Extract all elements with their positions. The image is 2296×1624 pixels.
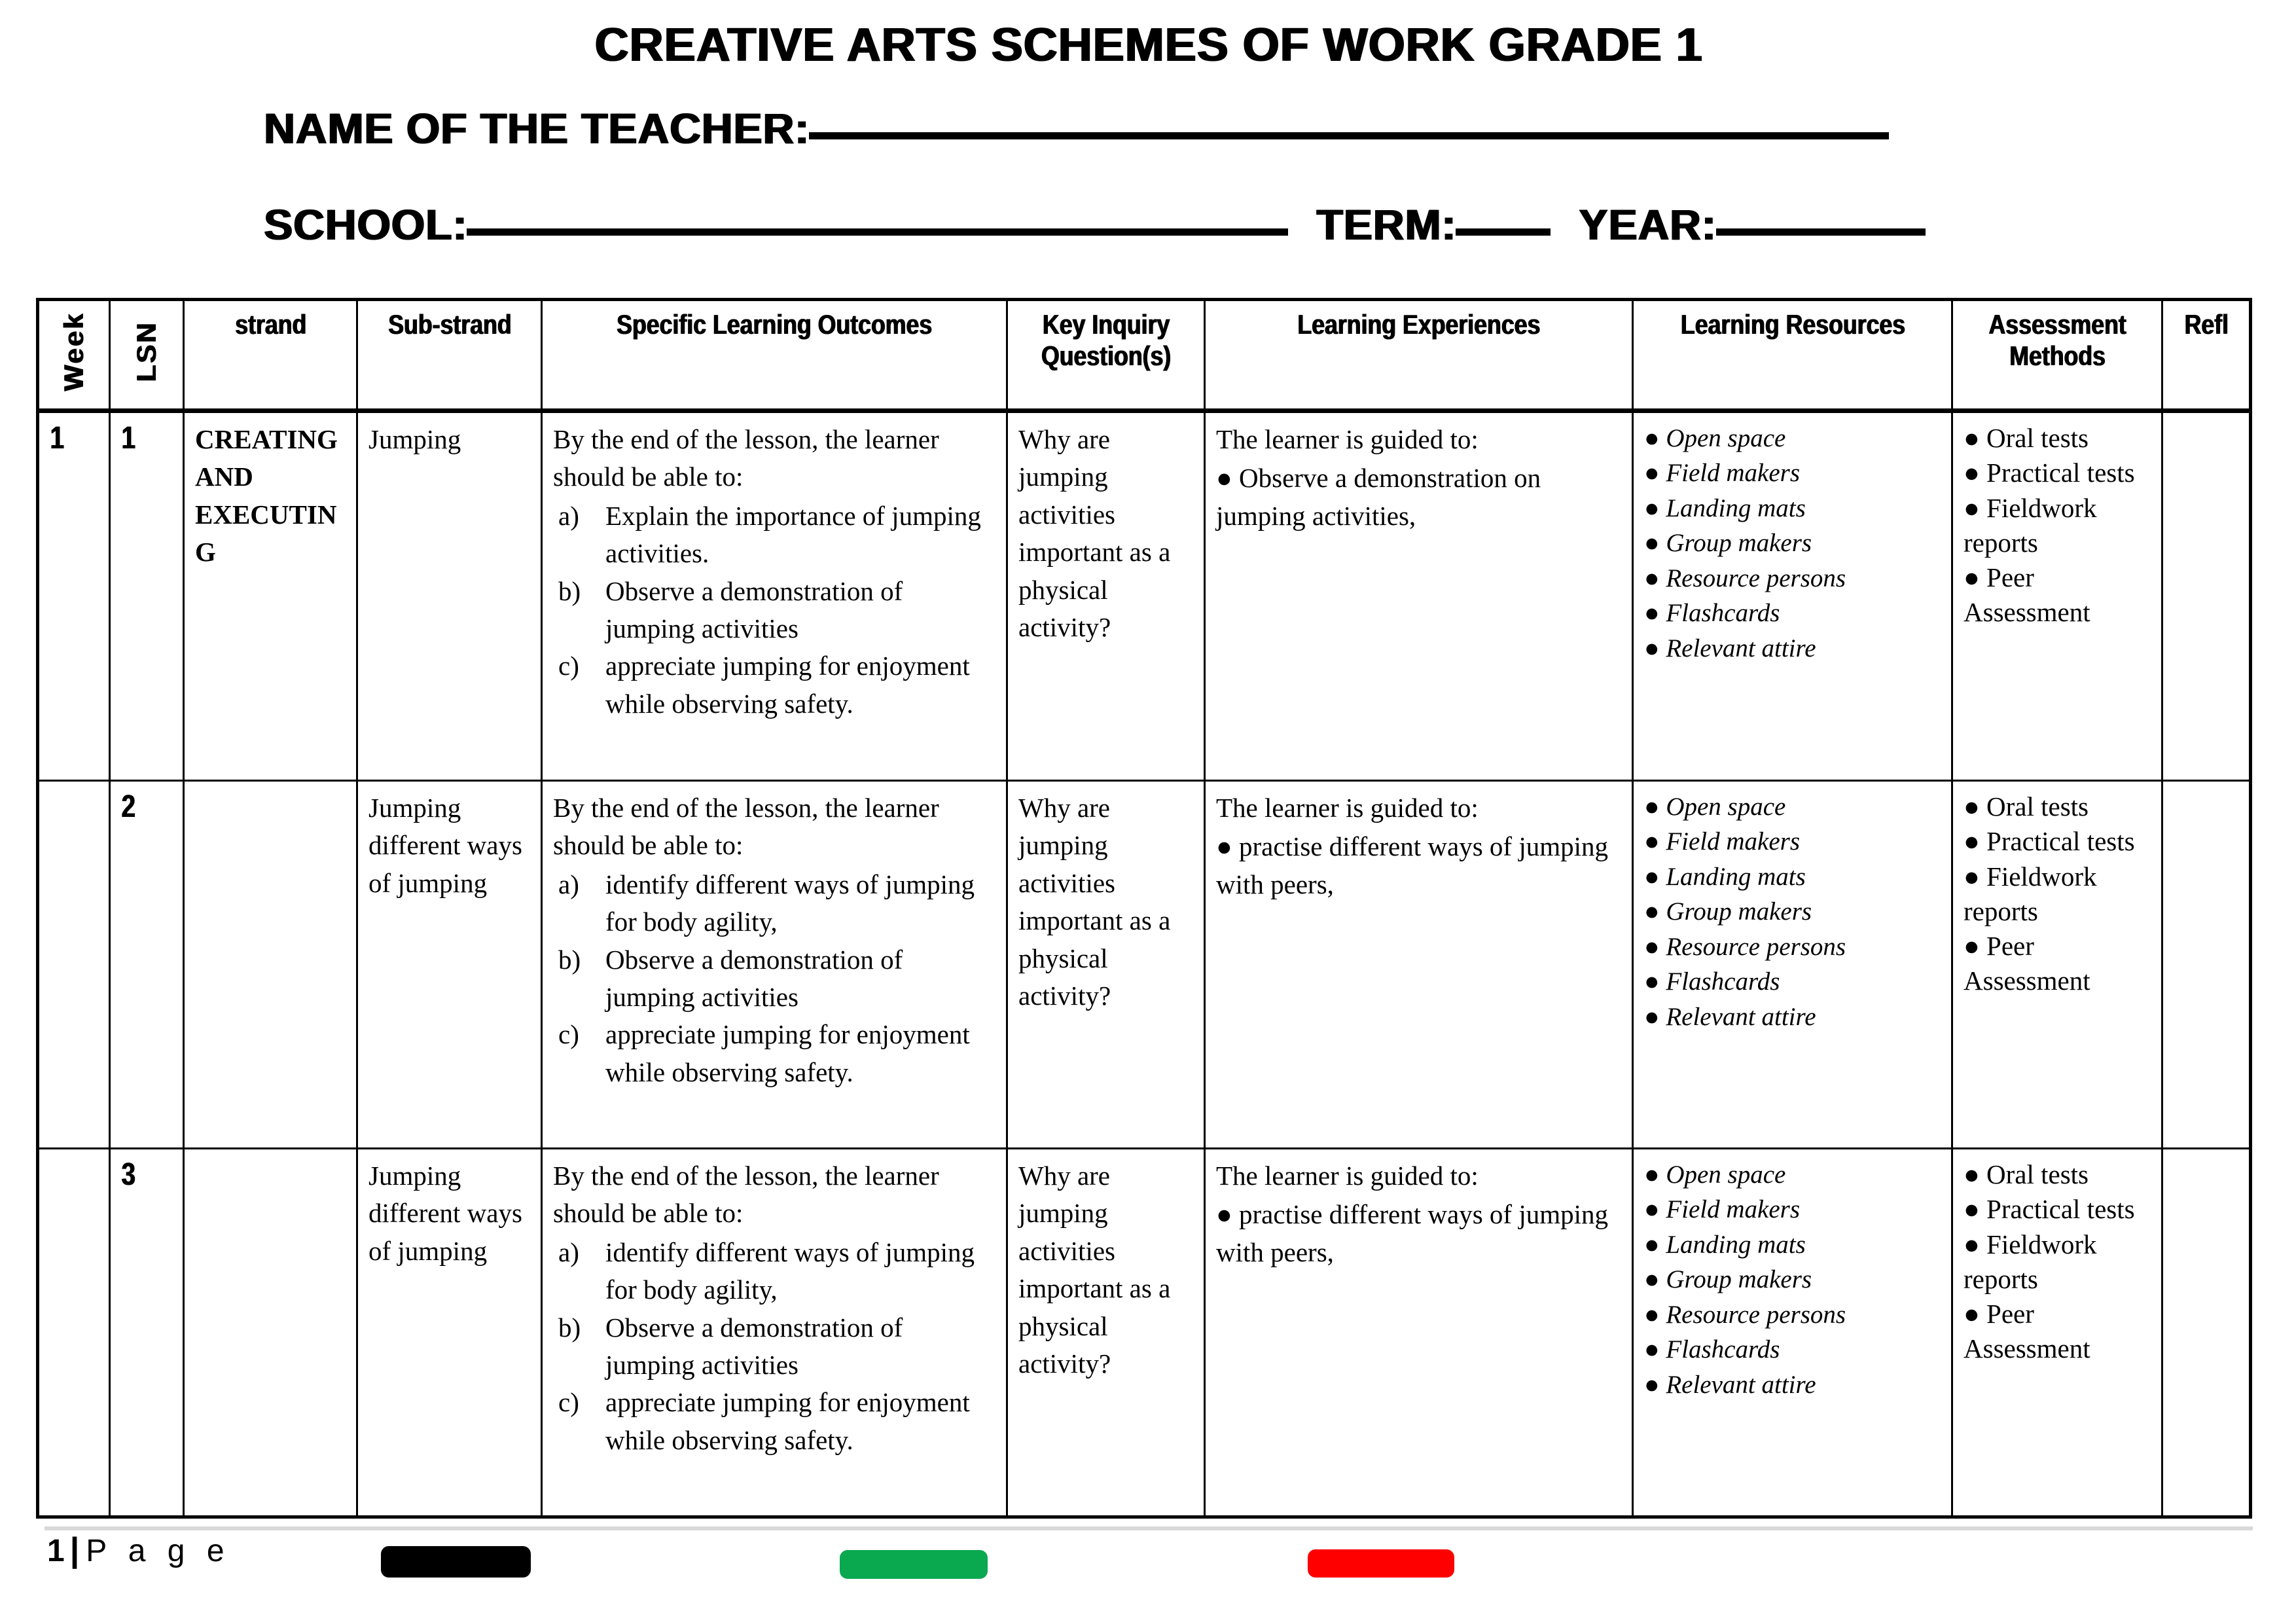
footer-page-word: P a g e xyxy=(86,1534,231,1568)
resource-item: ● Field makers xyxy=(1644,1192,1941,1227)
outcomes-list xyxy=(553,866,996,1091)
experiences-intro: The learner is guided to: xyxy=(1216,793,1479,823)
cell-lsn xyxy=(110,1149,184,1517)
table-row xyxy=(38,1149,2251,1517)
outcome-item: appreciate jumping for enjoyment while observing safety. xyxy=(605,1387,970,1455)
col-header-strand: strand xyxy=(184,300,357,411)
outcomes-list xyxy=(553,497,996,723)
outcomes-intro: By the end of the lesson, the learner should be able to: xyxy=(553,424,939,492)
experience-item: ● practise different ways of jumping with peers, xyxy=(1216,1196,1621,1271)
assessment-item: ● Fieldwork reports xyxy=(1964,859,2151,929)
resource-item: ● Field makers xyxy=(1644,824,1941,859)
cell-refl xyxy=(2162,1149,2251,1517)
page-title: CREATIVE ARTS SCHEMES OF WORK GRADE 1 xyxy=(594,19,1702,71)
cell-assessment xyxy=(1952,781,2162,1149)
assessment-item: ● Peer Assessment xyxy=(1964,560,2151,630)
scheme-of-work-table xyxy=(36,298,2252,1519)
cell-outcomes xyxy=(542,1149,1007,1517)
resource-item: ● Relevant attire xyxy=(1644,1367,1941,1402)
experience-item: ● practise different ways of jumping with peers, xyxy=(1216,828,1621,903)
outcomes-list xyxy=(553,1234,996,1459)
lesson-number: 1 xyxy=(121,421,135,456)
cell-sub-strand: Jumping different ways of jumping xyxy=(357,781,542,1149)
col-header-experiences: Learning Experiences xyxy=(1205,300,1633,411)
teacher-name-line xyxy=(263,103,1889,153)
cell-resources xyxy=(1633,781,1952,1149)
year-label: YEAR: xyxy=(1578,200,1716,249)
col-header-week: Week xyxy=(38,300,110,411)
cell-outcomes xyxy=(542,781,1007,1149)
teacher-name-blank xyxy=(809,132,1889,139)
resource-item: ● Resource persons xyxy=(1644,929,1941,964)
cell-refl xyxy=(2162,411,2251,781)
resource-item: ● Landing mats xyxy=(1644,1227,1941,1262)
outcomes-intro: By the end of the lesson, the learner should be able to: xyxy=(553,1161,939,1229)
cell-key-inquiry: Why are jumping activities important as a physical activity? xyxy=(1007,411,1205,781)
resource-item: ● Group makers xyxy=(1644,894,1941,929)
cell-outcomes xyxy=(542,411,1007,781)
outcome-item: appreciate jumping for enjoyment while observing safety. xyxy=(605,1019,970,1087)
cell-sub-strand: Jumping xyxy=(357,411,542,781)
footer-green-bar xyxy=(840,1550,988,1579)
cell-experiences xyxy=(1205,411,1633,781)
cell-week xyxy=(38,411,110,781)
resource-item: ● Field makers xyxy=(1644,456,1941,490)
assessment-item: ● Fieldwork reports xyxy=(1964,491,2151,561)
resource-item: ● Flashcards xyxy=(1644,596,1941,630)
resource-item: ● Open space xyxy=(1644,789,1941,824)
outcome-item: identify different ways of jumping for body agility, xyxy=(605,1236,975,1305)
col-header-resources: Learning Resources xyxy=(1633,300,1952,411)
col-header-key-inquiry: Key Inquiry Question(s) xyxy=(1007,300,1205,411)
col-header-assessment: Assessment Methods xyxy=(1952,300,2162,411)
table-row xyxy=(38,781,2251,1149)
assessment-item: ● Oral tests xyxy=(1964,789,2151,824)
table-row xyxy=(38,411,2251,781)
cell-resources xyxy=(1633,411,1952,781)
cell-lsn xyxy=(110,781,184,1149)
school-blank xyxy=(467,228,1288,236)
cell-sub-strand: Jumping different ways of jumping xyxy=(357,1149,542,1517)
outcome-item: Explain the importance of jumping activities. xyxy=(605,500,981,569)
footer-page-number: 1 xyxy=(47,1534,65,1568)
assessment-item: ● Oral tests xyxy=(1964,421,2151,456)
experiences-intro: The learner is guided to: xyxy=(1216,1161,1479,1191)
week-number: 1 xyxy=(50,421,64,456)
resource-item: ● Landing mats xyxy=(1644,859,1941,894)
resource-item: ● Flashcards xyxy=(1644,1332,1941,1367)
col-header-lsn: LSN xyxy=(110,300,184,411)
cell-week xyxy=(38,1149,110,1517)
cell-lsn xyxy=(110,411,184,781)
cell-week xyxy=(38,781,110,1149)
cell-experiences xyxy=(1205,781,1633,1149)
assessment-item: ● Oral tests xyxy=(1964,1157,2151,1192)
lesson-number: 2 xyxy=(121,789,135,824)
cell-assessment xyxy=(1952,411,2162,781)
experiences-intro: The learner is guided to: xyxy=(1216,424,1479,454)
cell-strand: CREATING AND EXECUTING xyxy=(184,411,357,781)
cell-experiences xyxy=(1205,1149,1633,1517)
cell-key-inquiry: Why are jumping activities important as a physical activity? xyxy=(1007,1149,1205,1517)
resource-item: ● Group makers xyxy=(1644,1262,1941,1297)
footer-red-bar xyxy=(1308,1549,1454,1578)
assessment-item: ● Peer Assessment xyxy=(1964,1297,2151,1367)
resource-item: ● Resource persons xyxy=(1644,1297,1941,1332)
cell-assessment xyxy=(1952,1149,2162,1517)
col-header-refl: Refl xyxy=(2162,300,2251,411)
cell-refl xyxy=(2162,781,2251,1149)
footer-black-bar xyxy=(381,1546,531,1578)
teacher-name-label: NAME OF THE TEACHER: xyxy=(263,104,809,153)
assessment-item: ● Practical tests xyxy=(1964,824,2151,859)
cell-key-inquiry: Why are jumping activities important as a physical activity? xyxy=(1007,781,1205,1149)
school-term-year-line xyxy=(263,200,1926,249)
footer-divider xyxy=(45,1526,2253,1530)
outcome-item: Observe a demonstration of jumping activities xyxy=(605,1312,903,1380)
cell-strand xyxy=(184,1149,357,1517)
resource-item: ● Open space xyxy=(1644,1157,1941,1192)
col-header-sub-strand: Sub-strand xyxy=(357,300,542,411)
cell-strand xyxy=(184,781,357,1149)
col-header-outcomes: Specific Learning Outcomes xyxy=(542,300,1007,411)
resource-item: ● Flashcards xyxy=(1644,964,1941,999)
assessment-item: ● Practical tests xyxy=(1964,1192,2151,1227)
footer-separator: | xyxy=(69,1531,80,1569)
resource-item: ● Landing mats xyxy=(1644,491,1941,526)
resource-item: ● Resource persons xyxy=(1644,561,1941,596)
year-blank xyxy=(1716,228,1926,236)
resource-item: ● Open space xyxy=(1644,421,1941,456)
outcome-item: identify different ways of jumping for body agility, xyxy=(605,869,975,937)
table-header-row xyxy=(38,300,2251,411)
assessment-item: ● Peer Assessment xyxy=(1964,929,2151,999)
cell-resources xyxy=(1633,1149,1952,1517)
outcomes-intro: By the end of the lesson, the learner should be able to: xyxy=(553,793,939,861)
outcome-item: Observe a demonstration of jumping activities xyxy=(605,575,903,643)
assessment-item: ● Fieldwork reports xyxy=(1964,1227,2151,1297)
term-blank xyxy=(1456,228,1551,236)
resource-item: ● Group makers xyxy=(1644,526,1941,560)
resource-item: ● Relevant attire xyxy=(1644,1000,1941,1034)
page-footer xyxy=(47,1530,231,1570)
outcome-item: appreciate jumping for enjoyment while observing safety. xyxy=(605,651,970,719)
experience-item: ● Observe a demonstration on jumping activities, xyxy=(1216,460,1621,535)
resource-item: ● Relevant attire xyxy=(1644,631,1941,666)
school-label: SCHOOL: xyxy=(263,200,467,249)
term-label: TERM: xyxy=(1316,200,1456,249)
assessment-item: ● Practical tests xyxy=(1964,456,2151,490)
outcome-item: Observe a demonstration of jumping activities xyxy=(605,944,903,1012)
lesson-number: 3 xyxy=(121,1157,135,1192)
